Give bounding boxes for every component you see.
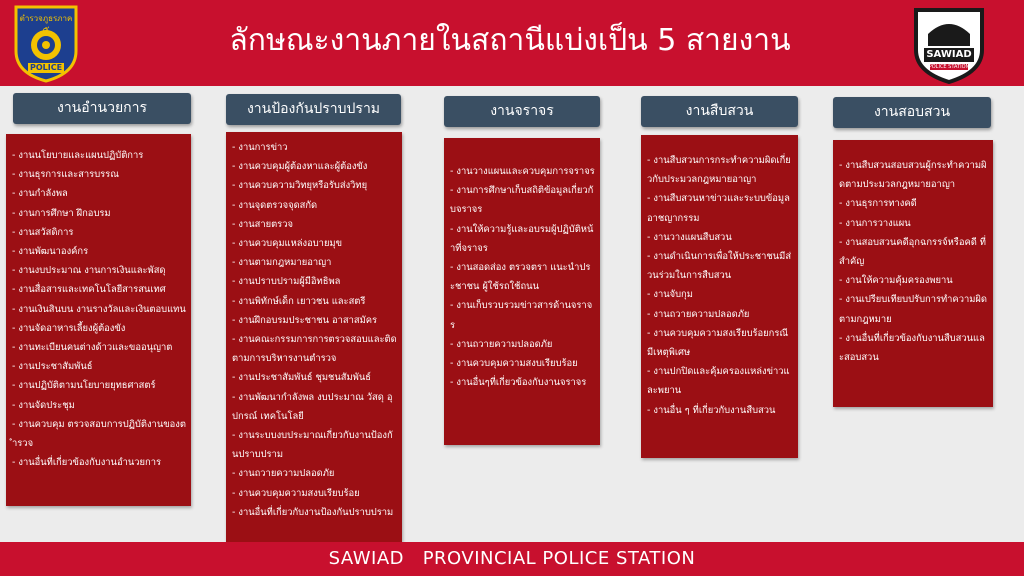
page-title: ลักษณะงานภายในสถานีแบ่งเป็น 5 สายงาน	[229, 23, 791, 58]
list-item: - งานถวายความปลอดภัย	[450, 338, 553, 350]
list-item: - งานฝึกอบรมประชาชน อาสาสมัคร	[232, 314, 378, 326]
column-admin-list	[6, 134, 191, 506]
list-item: - งานพิทักษ์เด็ก เยาวชน และสตรี	[232, 295, 366, 307]
list-item: - งานกำลังพล	[12, 188, 68, 200]
list-item: - งานถวายความปลอดภัย	[232, 468, 335, 480]
list-item: - งานควบคุมความสงบเรียบร้อย	[450, 358, 578, 370]
list-item: - งานคณะกรรมการการตรวจสอบและติดตามการบริหารงานตำรวจ	[232, 334, 397, 365]
list-item: - งานควบคุมแหล่งอบายมุข	[232, 238, 343, 250]
logo-sawiad-text: SAWIAD	[926, 49, 972, 60]
list-item: - งานวางแผนและควบคุมการจราจร	[450, 166, 595, 177]
list-item: - งานจับกุม	[647, 289, 693, 301]
list-item: - งานอื่นที่เกี่ยวข้องกับงานสืบสวนและสอบสวน	[839, 332, 985, 364]
footer-bar	[0, 542, 1024, 576]
list-item: - งานควบคุมความสงบเรียบร้อย	[232, 487, 360, 499]
list-item: - งานวางแผนสืบสวน	[647, 231, 732, 243]
list-item: - งานปกปิดและคุ้มครองแหล่งข่าวและพยาน	[647, 366, 790, 397]
logo-station-text: POLICE STATION	[928, 64, 970, 70]
list-item: - งานจัดอาหารเลี้ยงผู้ต้องขัง	[12, 322, 126, 334]
list-item: - งานการศึกษาเก็บสถิติข้อมูลเกี่ยวกับจราจร	[450, 185, 594, 216]
badge-top-text: ตำรวจภูธรภาค	[19, 14, 73, 23]
list-item: - งานดำเนินการเพื่อให้ประชาชนมีส่วนร่วมในการสืบสวน	[647, 251, 792, 282]
list-item: - งานปราบปรามผู้มีอิทธิพล	[232, 276, 341, 288]
list-item: - งานเปรียบเทียบปรับการทำความผิดตามกฎหมาย	[839, 294, 987, 325]
list-item: - งานสอบสวนคดีอุกฉกรรจ์หรือคดี ที่สำคัญ	[839, 236, 986, 268]
category-inquiry: งานสอบสวน	[833, 97, 991, 128]
list-item: - งานตามกฎหมายอาญา	[232, 257, 332, 269]
column-prevention-list	[226, 132, 402, 542]
list-item: - งานพัฒนากำลังพล งบประมาณ วัสดุ อุปกรณ์ เทคโนโลยี	[232, 391, 393, 422]
list-item: - งานประชาสัมพันธ์	[12, 361, 93, 373]
category-traffic: งานจราจร	[444, 96, 600, 127]
list-item: - งานควบคุมความสงเรียบร้อยกรณีมีเหตุพิเศษ	[647, 327, 789, 359]
list-item: - งานอื่นที่เกี่ยวข้องกับงานอำนวยการ	[12, 457, 162, 469]
list-item: - งานควบคุม ตรวจสอบการปฏิบัติงานของตำรวจ	[12, 418, 186, 450]
list-item: - งานการข่าว	[232, 142, 288, 153]
list-item: - งานการวางแผน	[839, 217, 911, 229]
list-item: - งานอื่นๆที่เกี่ยวข้องกับงานจราจร	[450, 377, 587, 389]
list-item: - งานสื่อสารและเทคโนโลยีสารสนเทศ	[12, 284, 166, 296]
category-investigation: งานสืบสวน	[641, 96, 798, 127]
list-item: - งานอื่นที่เกี่ยวกับงานป้องกันปราบปราม	[232, 506, 394, 518]
list-item: - งานจุดตรวจจุดสกัด	[232, 199, 318, 211]
list-item: - งานจัดประชุม	[12, 399, 75, 411]
category-admin: งานอำนวยการ	[13, 93, 191, 124]
list-item: - งานควบความวิทยุหรือรับส่งวิทยุ	[232, 180, 368, 192]
footer-station-name: SAWIAD PROVINCIAL POLICE STATION	[328, 548, 696, 569]
badge-number: ๕	[42, 25, 50, 35]
list-item: - งานถวายความปลอดภัย	[647, 308, 750, 320]
category-prevention: งานป้องกันปราบปราม	[226, 94, 401, 125]
list-item: - งานระบบงบประมาณเกี่ยวกับงานป้องกันปราบปราม	[232, 430, 393, 461]
list-item: - งานสืบสวนหาข่าวและระบบข้อมูลอาชญากรรม	[647, 193, 790, 224]
list-item: - งานปฏิบัติตามนโยบายยุทธศาสตร์	[12, 380, 156, 392]
list-item: - งานทะเบียนคนต่างด้าวและขออนุญาต	[12, 342, 173, 354]
list-item: - งานสายตรวจ	[232, 218, 293, 230]
list-item: - งานให้ความคุ้มครองพยาน	[839, 275, 953, 287]
header-bar	[0, 0, 1024, 86]
list-item: - งานควบคุมผู้ต้องหาและผู้ต้องขัง	[232, 161, 368, 173]
list-item: - งานการศึกษา ฝึกอบรม	[12, 207, 111, 219]
list-item: - งานงบประมาณ งานการเงินและพัสดุ	[12, 265, 166, 277]
list-item: - งานประชาสัมพันธ์ ชุมชนสัมพันธ์	[232, 372, 371, 384]
police-badge-icon	[10, 3, 82, 83]
column-traffic-list	[444, 138, 600, 445]
badge-police-text: POLICE	[29, 63, 63, 72]
list-item: - งานพัฒนาองค์กร	[12, 246, 89, 258]
list-item: - งานธุรการทางคดี	[839, 198, 917, 210]
list-item: - งานสวัสดิการ	[12, 226, 74, 238]
list-item: - งานนโยบายและแผนปฏิบัติการ	[12, 150, 144, 161]
sawiad-station-logo-icon	[908, 4, 990, 84]
list-item: - งานธุรการและสารบรรณ	[12, 169, 119, 181]
list-item: - งานอื่น ๆ ที่เกี่ยวกับงานสืบสวน	[647, 404, 776, 416]
list-item: - งานสืบสวนการกระทำความผิดเกี่ยวกับประมวลกฎหมายอาญา	[647, 155, 791, 186]
list-item: - งานเงินสินบน งานรางวัลและเงินตอบแทน	[12, 303, 186, 315]
list-item: - งานให้ความรู้และอบรมผู้ปฏิบัติหน้าที่จราจร	[450, 223, 594, 254]
list-item: - งานสอดส่อง ตรวจตรา แนะนำประชาชน ผู้ใช้รถใช้ถนน	[450, 262, 591, 293]
column-investigation-list	[641, 135, 798, 458]
list-item: - งานเก็บรวบรวมข่าวสารด้านจราจร	[450, 300, 593, 331]
list-item: - งานสืบสวนสอบสวนผู้กระทำความผิดตามประมวลกฎหมายอาญา	[839, 160, 987, 191]
column-inquiry-list	[833, 140, 993, 407]
